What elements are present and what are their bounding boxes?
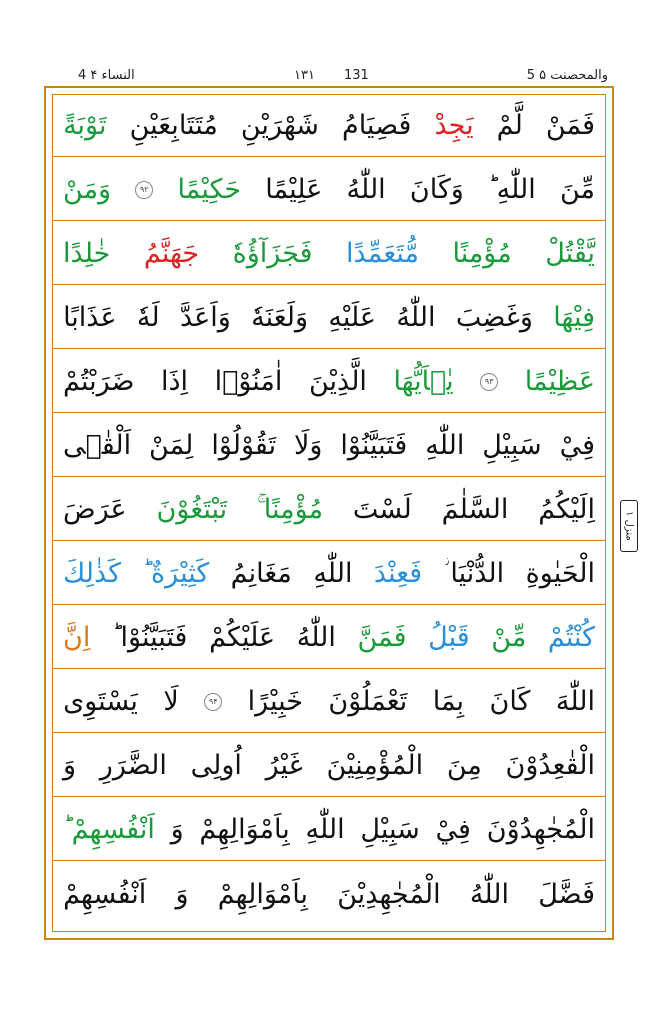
word: فَمَنَّ [357, 622, 407, 653]
word: وَمَنْ [63, 174, 112, 205]
word: شَهْرَيْنِ [240, 110, 319, 141]
word: اَنْفُسِهِمْ [63, 878, 147, 910]
word: فَجَزَآؤُهٗ [232, 238, 313, 269]
word: عَذَابًا [63, 302, 117, 333]
word: لَّمْ [496, 110, 523, 141]
ayah-marker: ۹۳ [480, 373, 498, 391]
word: الْحَيٰوةِ [525, 558, 595, 589]
word: اِذَا [161, 366, 189, 397]
word: عَلَيْكُمْ [209, 622, 276, 653]
word: كَانَ [489, 686, 531, 717]
word: غَيْرُ [265, 750, 303, 781]
word: اَنْفُسِهِمْ ؕ [63, 814, 155, 845]
word: مُؤْمِنًا ۚ [257, 493, 324, 525]
word: اللّٰهِ [313, 558, 353, 589]
word: وَلَعَنَهٗ [251, 302, 309, 333]
word: ضَرَبْتُمْ [63, 366, 135, 397]
word: حَكِيْمًا [177, 174, 242, 205]
word: فَضَّلَ [538, 878, 595, 910]
word: فَصِيَامُ [341, 110, 412, 141]
word: مُتَتَابِعَيْنِ [129, 110, 218, 141]
text-line [53, 223, 605, 285]
word: الْمُؤْمِنِيْنَ [326, 750, 424, 781]
word: اِلَيْكُمُ [538, 494, 595, 525]
word: يٰۤاَيُّهَا [393, 366, 454, 397]
word: تَوْبَةً [63, 110, 107, 141]
page-frame [44, 86, 614, 940]
word: لَسْتَ [352, 494, 412, 525]
word: فَمَنْ [545, 110, 595, 141]
text-line [53, 543, 605, 605]
word: سَبِيْلِ [482, 430, 542, 461]
word: وَكَانَ [409, 174, 464, 205]
juz-name: 5 والمحصنت ۵ [526, 68, 608, 83]
word: كَثِيْرَةٌ ؕ [142, 558, 210, 589]
word: اَلْقٰۤى [63, 430, 132, 461]
word: الْقٰعِدُوْنَ [505, 750, 595, 781]
page-number: 131 [344, 68, 369, 83]
word: يَّقْتُلْ [545, 238, 595, 269]
word: اللّٰهُ [296, 622, 336, 653]
word: وَ [170, 814, 184, 845]
text-line [53, 671, 605, 733]
word: السَّلٰمَ [441, 494, 509, 525]
word: وَاَعَدَّ [179, 302, 231, 333]
word: بِاَمْوَالِهِمْ [199, 814, 290, 845]
word: قَبْلُ [428, 622, 470, 653]
page-number-arabic: ۱۳۱ [294, 68, 315, 83]
word: فِيْ [435, 814, 471, 845]
text-line [53, 735, 605, 797]
text-line [53, 415, 605, 477]
word: تَعْمَلُوْنَ [328, 686, 408, 717]
word: الضَّرَرِ [99, 750, 167, 781]
word: عَلِيْمًا [265, 174, 323, 205]
word: بِمَا [432, 686, 465, 717]
page-header [44, 68, 614, 88]
text-line [53, 95, 605, 157]
word: مُؤْمِنًا [452, 238, 512, 269]
ayah-marker: ۹۲ [135, 181, 153, 199]
word: عَظِيْمًا [524, 366, 595, 397]
word: خٰلِدًا [63, 238, 111, 269]
surah-name: 4 النساء ۴ [78, 68, 135, 83]
word: اٰمَنُوْۤا [214, 366, 283, 397]
word: يَجِدْ [434, 110, 474, 141]
word: الْمُجٰهِدُوْنَ [486, 814, 595, 845]
word: يَسْتَوِى [63, 686, 138, 717]
text-line [53, 287, 605, 349]
ayah-marker: ۹۴ [204, 693, 222, 711]
word: اللّٰهِ ؕ [488, 174, 536, 205]
word: فِيْهَا [553, 302, 595, 333]
word: وَلَا [294, 430, 323, 461]
word: مِّنْ [491, 622, 527, 653]
word: خَبِيْرًا [247, 686, 303, 717]
word: لِمَنْ [149, 430, 194, 461]
word: اللّٰهُ [469, 878, 510, 910]
word: فَتَبَيَّنُوْا ؕ [111, 622, 188, 653]
word: وَ [175, 878, 189, 910]
text-line [53, 799, 605, 861]
word: فَعِنْدَ [373, 558, 423, 589]
word: لَا [163, 686, 179, 717]
word: سَبِيْلِ [360, 814, 420, 845]
word: اللّٰهِ [305, 814, 345, 845]
word: مِّنَ [559, 174, 595, 205]
word: اُولِى [190, 750, 242, 781]
word: جَهَنَّمُ [143, 238, 200, 269]
word: تَبْتَغُوْنَ [156, 494, 228, 525]
word: اللّٰهِ [425, 430, 465, 461]
word: اللّٰهُ [396, 302, 436, 333]
word: بِاَمْوَالِهِمْ [217, 878, 308, 910]
word: فِيْ [559, 430, 595, 461]
word: الْمُجٰهِدِيْنَ [337, 878, 441, 910]
word: تَقُوْلُوْا [211, 430, 277, 461]
word: كُنْتُمْ [547, 622, 595, 653]
text-area [52, 94, 606, 932]
word: عَلَيْهِ [328, 302, 377, 333]
word: مِنَ [446, 750, 482, 781]
word: فَتَبَيَّنُوْا [340, 430, 408, 461]
word: عَرَضَ [63, 494, 127, 525]
word: مَغَانِمُ [230, 558, 292, 589]
word: اِنَّ [63, 622, 91, 653]
word: لَهٗ [136, 302, 160, 333]
word: مُّتَعَمِّدًا [346, 238, 419, 269]
word: الدُّنْيَا ؗ [443, 557, 505, 589]
word: اللّٰهُ [346, 174, 386, 205]
word: كَذٰلِكَ [63, 558, 122, 589]
text-line [53, 607, 605, 669]
text-line [53, 479, 605, 541]
word: وَ [63, 750, 77, 781]
text-line [53, 351, 605, 413]
word: اللّٰهَ [555, 686, 595, 717]
manzil-marker: منزل ۱ [620, 500, 638, 552]
word: وَغَضِبَ [455, 302, 533, 333]
text-line [53, 159, 605, 221]
word: الَّذِيْنَ [308, 366, 367, 397]
text-line [53, 863, 605, 925]
